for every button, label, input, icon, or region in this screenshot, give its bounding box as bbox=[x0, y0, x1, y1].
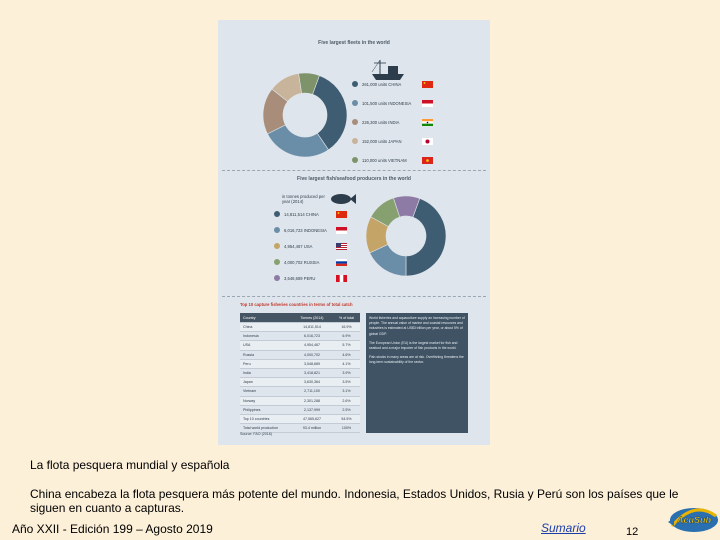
table-cell: USA bbox=[243, 343, 251, 348]
legend-swatch bbox=[352, 119, 358, 125]
table-cell: Japan bbox=[243, 380, 253, 385]
donut-slice-indonesia bbox=[267, 125, 328, 157]
table-header-cell: Country bbox=[243, 315, 256, 320]
producers-donut-chart bbox=[364, 194, 448, 278]
table-cell: 3,548,689 bbox=[304, 361, 320, 366]
table-header-cell: % of total bbox=[339, 315, 354, 320]
flag-vietnam-icon bbox=[422, 157, 433, 164]
flag-india-icon bbox=[422, 119, 433, 126]
legend-label: 226,300 units INDIA bbox=[362, 120, 400, 125]
table-row bbox=[240, 406, 360, 415]
fishing-boat-icon bbox=[370, 58, 406, 82]
table-cell: 3,418,821 bbox=[304, 371, 320, 376]
legend-label: 261,000 units CHINA bbox=[362, 82, 402, 87]
table-row bbox=[240, 360, 360, 369]
edition-label: Año XXII - Edición 199 – Agosto 2019 bbox=[12, 522, 213, 536]
flag-indonesia-icon bbox=[422, 100, 433, 107]
table-cell: 93.4 million bbox=[302, 426, 322, 431]
fleets-donut-chart bbox=[262, 72, 348, 158]
table-row bbox=[240, 378, 360, 387]
table-cell: 6,016,723 bbox=[304, 334, 320, 339]
logo-text: AcuSub bbox=[676, 515, 712, 525]
legend-swatch bbox=[352, 81, 358, 87]
table-row bbox=[240, 351, 360, 360]
table-cell: India bbox=[243, 371, 251, 376]
table-source: Source: FAO (2016) bbox=[240, 432, 272, 436]
legend-swatch bbox=[274, 211, 280, 217]
table-cell: 2,711,100 bbox=[304, 389, 320, 394]
table-cell: 54.5% bbox=[341, 416, 352, 421]
table-cell: Total world production bbox=[243, 426, 278, 431]
legend-swatch bbox=[352, 138, 358, 144]
slide-title: La flota pesquera mundial y española bbox=[30, 458, 230, 472]
table-row bbox=[240, 397, 360, 406]
legend-swatch bbox=[274, 275, 280, 281]
table-cell: Indonesia bbox=[243, 334, 259, 339]
table-cell: 3.9% bbox=[342, 371, 351, 376]
note-paragraph: The European Union (EU) is the largest market for fish and seafood and a major importer of fish products in the world. bbox=[369, 340, 458, 351]
table-cell: 14,811,514 bbox=[303, 325, 321, 330]
table-cell: Vietnam bbox=[243, 389, 257, 394]
table-cell: 2,137,999 bbox=[304, 407, 320, 412]
table-row bbox=[240, 341, 360, 350]
catch-table bbox=[240, 313, 360, 433]
table-cell: Norway bbox=[243, 398, 256, 403]
table-row bbox=[240, 415, 360, 424]
table-cell: 3,630,364 bbox=[304, 380, 320, 385]
legend-label: 152,000 units JAPAN bbox=[362, 139, 402, 144]
producers-unit-note: in tonnes produced per year (2014) bbox=[282, 194, 325, 204]
flag-china-icon bbox=[336, 211, 347, 218]
legend-swatch bbox=[352, 100, 358, 106]
legend-label: 4,000,702 RUSSIA bbox=[284, 260, 320, 265]
slide-body-text: China encabeza la flota pesquera más potente del mundo. Indonesia, Estados Unidos, Rusia y Perú son los países que le siguen en cuanto a capturas. bbox=[30, 487, 679, 515]
table-cell: 47,565,627 bbox=[303, 416, 321, 421]
legend-label: 3,548,689 PERU bbox=[284, 276, 316, 281]
section-divider bbox=[222, 170, 486, 171]
flag-usa-icon bbox=[336, 243, 347, 250]
flag-russia-icon bbox=[336, 259, 347, 266]
table-cell: 4.6% bbox=[342, 352, 351, 357]
producers-title: Five largest fish/seafood producers in the world bbox=[297, 176, 411, 182]
table-cell: 6.9% bbox=[342, 334, 351, 339]
slide-footer bbox=[0, 519, 720, 540]
flag-japan-icon bbox=[422, 138, 433, 145]
table-header-row bbox=[240, 313, 360, 323]
acusub-logo bbox=[664, 496, 720, 536]
table-row bbox=[240, 323, 360, 332]
table-row bbox=[240, 387, 360, 396]
table-cell: China bbox=[243, 325, 253, 330]
table-cell: 2.5% bbox=[342, 407, 351, 412]
table-cell: Philippines bbox=[243, 407, 261, 412]
infographic-poster bbox=[218, 20, 490, 445]
table-cell: 16.9% bbox=[341, 325, 352, 330]
page-number: 12 bbox=[626, 526, 639, 538]
table-cell: 5.7% bbox=[342, 343, 351, 348]
table-cell: 2,301,288 bbox=[304, 398, 320, 403]
section-divider bbox=[222, 296, 486, 297]
legend-swatch bbox=[274, 259, 280, 265]
table-cell: 4.1% bbox=[342, 361, 351, 366]
table-cell: 3.5% bbox=[342, 380, 351, 385]
table-cell: Peru bbox=[243, 361, 251, 366]
legend-label: 6,016,723 INDONESIA bbox=[284, 228, 327, 233]
table-cell: Top 10 countries bbox=[243, 416, 270, 421]
fish-icon bbox=[330, 192, 356, 206]
note-paragraph: World fisheries and aquaculture supply an increasing number of people. The annual value of marine and coastal resources and industries is estimated at US$3 trillion per year, or about 5% of global GDP. bbox=[369, 316, 465, 336]
legend-label: 110,000 units VIETNAM bbox=[362, 158, 407, 163]
legend-label: 4,954,467 USA bbox=[284, 244, 313, 249]
table-row bbox=[240, 332, 360, 341]
legend-label: 14,811,514 CHINA bbox=[284, 212, 319, 217]
table-cell: 3.1% bbox=[342, 389, 351, 394]
table-cell: 2.6% bbox=[342, 398, 351, 403]
legend-swatch bbox=[274, 243, 280, 249]
flag-peru-icon bbox=[336, 275, 347, 282]
table-row bbox=[240, 369, 360, 378]
table-header-cell: Tonnes (2014) bbox=[300, 315, 324, 320]
table-cell: Russia bbox=[243, 352, 254, 357]
table-cell: 4,954,467 bbox=[304, 343, 320, 348]
table-cell: 4,000,702 bbox=[304, 352, 320, 357]
legend-swatch bbox=[274, 227, 280, 233]
fleets-title: Five largest fleets in the world bbox=[318, 40, 390, 46]
legend-swatch bbox=[352, 157, 358, 163]
table-title: Top 10 capture fisheries countries in terms of total catch bbox=[240, 302, 353, 307]
table-cell: 100% bbox=[341, 426, 352, 431]
flag-china-icon bbox=[422, 81, 433, 88]
flag-indonesia-icon bbox=[336, 227, 347, 234]
notes-box bbox=[366, 313, 468, 433]
note-paragraph: Fish stocks in many areas are at risk. Overfishing threatens the long-term sustainability of the sector. bbox=[369, 355, 464, 365]
summary-link[interactable]: Sumario bbox=[541, 521, 586, 535]
legend-label: 101,500 units INDONESIA bbox=[362, 101, 412, 106]
